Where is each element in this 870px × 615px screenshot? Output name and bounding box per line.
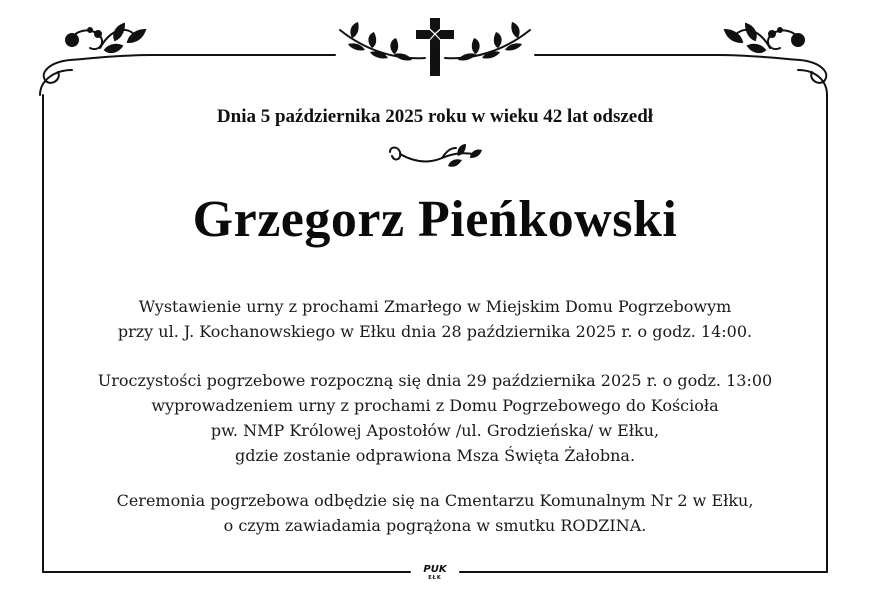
text-line: o czym zawiadamia pogrążona w smutku RODZINA. xyxy=(223,516,647,535)
text-line: pw. NMP Królowej Apostołów /ul. Grodzieńska/ w Ełku, xyxy=(210,421,660,440)
cross-with-leaves-icon xyxy=(340,18,530,76)
floral-flourish-icon xyxy=(40,24,152,95)
logo-line-2: EŁK xyxy=(428,575,442,581)
deceased-name: Grzegorz Pieńkowski xyxy=(192,191,678,248)
leaf-swirl-icon xyxy=(384,142,488,172)
paragraph-funeral-ceremony xyxy=(0,368,870,468)
logo-line-1: PUK xyxy=(423,564,447,575)
paragraph-urn-display xyxy=(0,294,870,344)
text-line: Wystawienie urny z prochami Zmarłego w Miejskim Domu Pogrzebowym xyxy=(138,297,732,316)
text-line: przy ul. J. Kochanowskiego w Ełku dnia 28 października 2025 r. o godz. 14:00. xyxy=(117,322,753,341)
paragraph-burial xyxy=(0,488,870,538)
text-line: Uroczystości pogrzebowe rozpoczną się dnia 29 października 2025 r. o godz. 13:00 xyxy=(97,371,773,390)
headline: Dnia 5 października 2025 roku w wieku 42 lat odszedł xyxy=(216,106,654,127)
floral-flourish-icon xyxy=(718,24,827,95)
puk-logo xyxy=(418,565,452,581)
text-line: Ceremonia pogrzebowa odbędzie się na Cmentarzu Komunalnym Nr 2 w Ełku, xyxy=(116,491,754,510)
text-line: wyprowadzeniem urny z prochami z Domu Pogrzebowego do Kościoła xyxy=(151,396,719,415)
text-line: gdzie zostanie odprawiona Msza Święta Żałobna. xyxy=(234,446,636,465)
